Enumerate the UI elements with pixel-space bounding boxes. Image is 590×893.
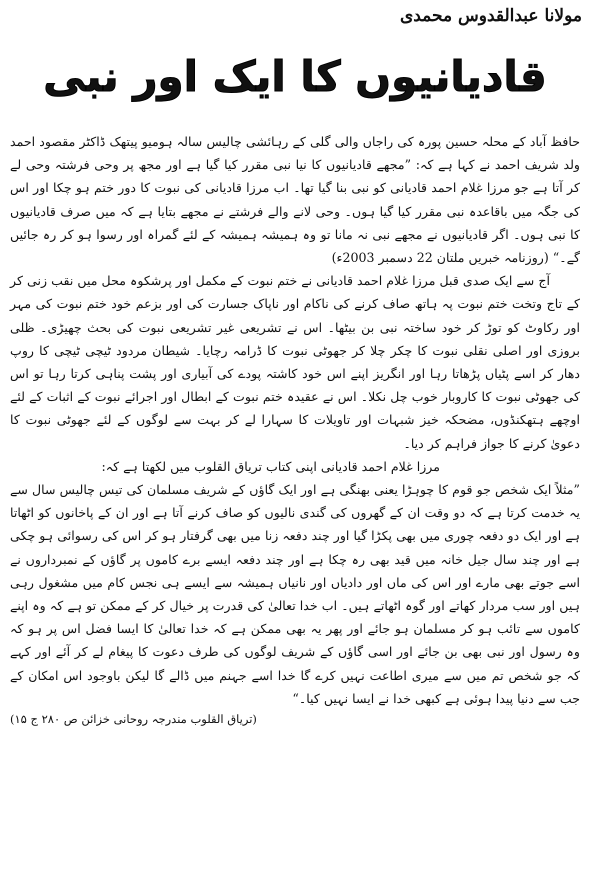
- author-name: مولانا عبدالقدوس محمدی: [399, 6, 582, 26]
- quote-intro-paragraph: مرزا غلام احمد قادیانی اپنی کتاب تریاق القلوب میں لکھتا ہے کہ:: [101, 458, 440, 474]
- history-paragraph: آج سے ایک صدی قبل مرزا غلام احمد قادیانی نے ختم نبوت کے مکمل اور پرشکوہ محل میں نقب زنی کر کے تاج وتخت ختم نبوت پہ ہاتھ صاف کرنے کی ناکام اور ناپاک جسارت کی اور بزعم خود ختم نبوت کی مہر اور رکاوٹ کو توڑ کر خود ساختہ نبی بن بیٹھا۔ اس نے تشریعی غیر تشریعی نبوت کی بحث چھیڑی۔ ظلی بروزی اور اصلی نقلی نبوت کا چکر چلا کر جھوٹی نبوت کا ڈرامہ رچایا۔ شیطان مردود ٹیچی ٹیچی کا روپ دھار کر اسے پٹیاں پڑھاتا رہا اور انگریز اپنے اس خود کاشتہ پودے کی آبیاری اور پشت پناہی کرتا رہا تو اس کی جھوٹی نبوت کا کاروبار خوب چل نکلا۔ اس نے عقیدہ ختم نبوت کے ابطال اور اجرائے نبوت کے اثبات کے لئے اوچھے ہتھکنڈوں، مضحکہ خیز شبہات اور تاویلات کا سہارا لے کر بہت سے لوگوں کے لئے جھوٹی نبوت کا دعویٰ کرنے کا جواز فراہم کر دیا۔: [10, 273, 580, 451]
- article-body: [10, 130, 580, 731]
- title-banner: [0, 44, 590, 108]
- news-report-paragraph: حافظ آباد کے محلہ حسین پورہ کی راجاں والی گلی کے رہائشی چالیس سالہ ہومیو پیتھک ڈاکٹر مقصود احمد ولد شریف احمد نے کہا ہے کہ: ”مجھے قادیانیوں کا نیا نبی مقرر کیا گیا ہے اور مجھ پر وحی فرشتہ وحی لے کر آتا ہے جو مرزا غلام احمد قادیانی کو نبی بنا گیا تھا۔ اب مرزا قادیانی کی نبوت کا دور ختم ہو چکا اور اس کی جگہ میں باقاعدہ نبی مقرر کیا گیا ہوں۔ وحی لانے والے فرشتے نے مجھے بتایا ہے کہ میں صرف قادیانیوں کا نبی ہوں۔ اگر قادیانیوں نے مجھے نبی نہ مانا تو وہ ہمیشہ ہمیشہ کے لئے گمراہ اور رسوا ہو کر رہ جائیں گے۔“ (روزنامہ خبریں ملتان 22 دسمبر 2003ء): [10, 134, 580, 266]
- quote-paragraph: ”مثلاً ایک شخص جو قوم کا چوہڑا یعنی بھنگی ہے اور ایک گاؤں کے شریف مسلمان کی تیس چالیس سال سے یہ خدمت کرتا ہے کہ دو وقت ان کے گھروں کی گندی نالیوں کو صاف کرنے آتا ہے اور ان کے پاخانوں کو اٹھاتا ہے اور ایک دو دفعہ چوری میں بھی پکڑا گیا اور چند دفعہ زنا میں بھی گرفتار ہو کر اس کی رسوائی ہو چکی ہے اور چند سال جیل خانہ میں قید بھی رہ چکا ہے اور چند دفعہ ایسے برے کاموں پر گاؤں کے نمبرداروں نے اسے جوتے بھی مارے اور اس کی ماں اور دادیاں اور نانیاں ہمیشہ سے ایسے ہی نجس کام میں مشغول رہی ہیں اور سب مردار کھاتے اور گوہ اٹھاتے ہیں۔ اب خدا تعالیٰ کی قدرت پر خیال کر کے ممکن تو ہے کہ وہ اپنے کاموں سے تائب ہو کر مسلمان ہو جائے اور پھر یہ بھی ممکن ہے کہ خدا تعالیٰ کا ایسا فضل اس پر ہو کہ وہ رسول اور نبی بھی بن جائے اور اسی گاؤں کے شریف لوگوں کی طرف دعوت کا پیغام لے کر آئے اور کہے کہ جو شخص تم میں سے میری اطاعت نہیں کرے گا خدا اسے جہنم میں ڈالے گا لیکن باوجود اس امکان کے جب سے دنیا پیدا ہوئی ہے کبھی خدا نے ایسا نہیں کیا۔“: [10, 482, 580, 706]
- article-title: قادیانیوں کا ایک اور نبی: [43, 51, 547, 101]
- quote-reference: (تریاق القلوب مندرجہ روحانی خزائن ص ۲۸۰ ج ۱۵): [10, 712, 257, 727]
